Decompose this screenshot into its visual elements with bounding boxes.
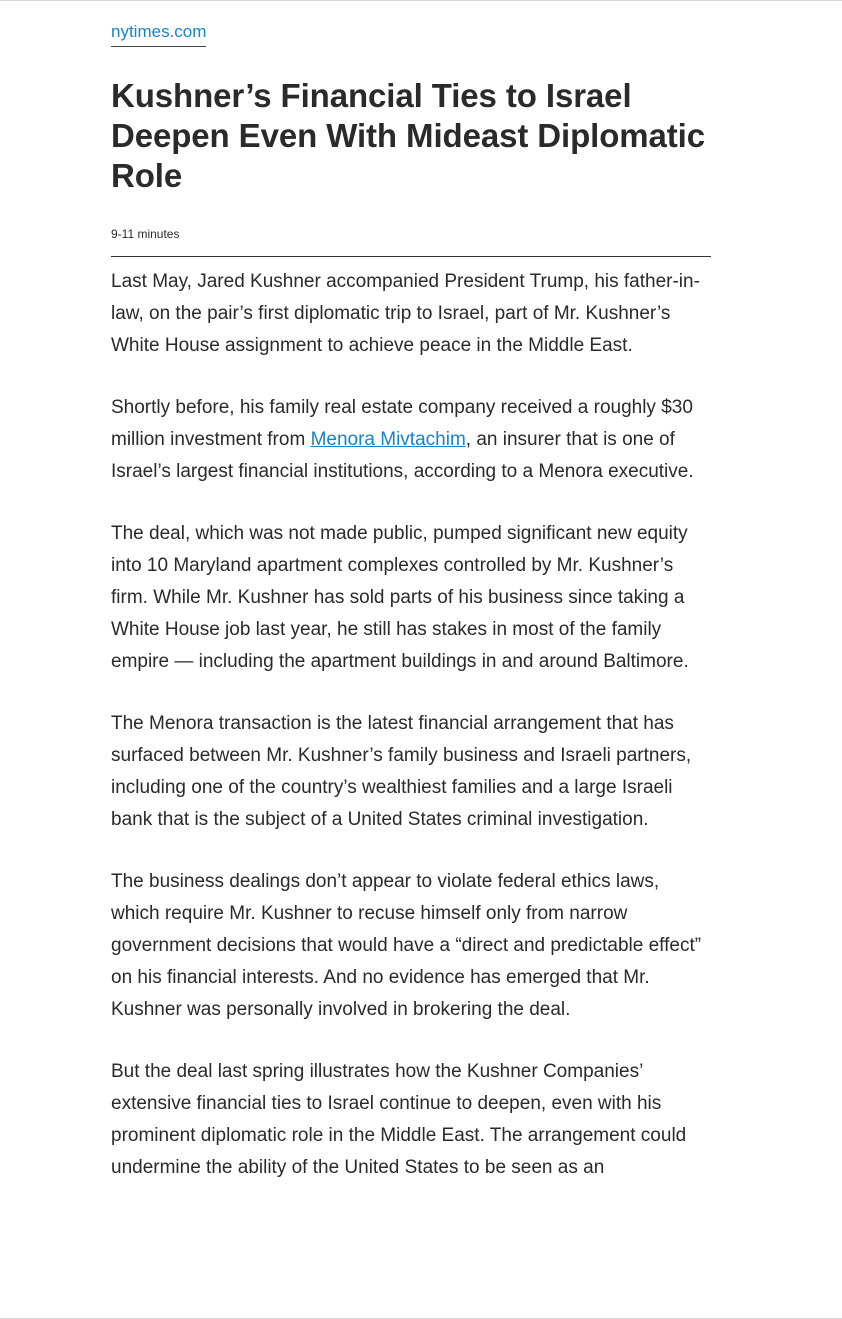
reading-time: 9-11 minutes — [111, 227, 180, 241]
article-paragraph: The business dealings don’t appear to violate federal ethics laws, which require Mr. Kushner to recuse himself only from narrow government decisions that would have a “direct and predictable effect” on his financial interests. And no evidence has emerged that Mr. Kushner was personally involved in brokering the deal. — [111, 871, 702, 1020]
paragraph-text: , an insurer that is one of Israel’s largest financial institutions, according to a Menora executive. — [111, 429, 694, 482]
menora-mivtachim-link[interactable]: Menora Mivtachim — [310, 429, 466, 450]
article-paragraph — [111, 392, 711, 488]
article-paragraph: The deal, which was not made public, pumped significant new equity into 10 Maryland apartment complexes controlled by Mr. Kushner’s firm. While Mr. Kushner has sold parts of his business since taking a White House job last year, he still has stakes in most of the family empire — including the apartment buildings in and around Baltimore. — [111, 523, 689, 672]
header-divider — [111, 256, 711, 257]
article-paragraph: The Menora transaction is the latest financial arrangement that has surfaced between Mr. Kushner’s family business and Israeli partners, including one of the country’s wealthiest families and a large Israeli bank that is the subject of a United States criminal investigation. — [111, 713, 692, 830]
article-paragraph: But the deal last spring illustrates how the Kushner Companies’ extensive financial ties to Israel continue to deepen, even with his prominent diplomatic role in the Middle East. The arrangement could undermine the ability of the United States to be seen as an — [111, 1061, 687, 1178]
reader-content — [111, 1, 711, 1214]
article-paragraph: Last May, Jared Kushner accompanied President Trump, his father-in-law, on the pair’s first diplomatic trip to Israel, part of Mr. Kushner’s White House assignment to achieve peace in the Middle East. — [111, 271, 700, 356]
source-domain-link[interactable]: nytimes.com — [111, 21, 206, 47]
article-title: Kushner’s Financial Ties to Israel Deepen Even With Mideast Diplomatic Role — [111, 77, 705, 194]
article-body — [111, 266, 711, 1184]
paragraph-text: Shortly before, his family real estate company received a roughly $30 million investment from — [111, 397, 693, 450]
